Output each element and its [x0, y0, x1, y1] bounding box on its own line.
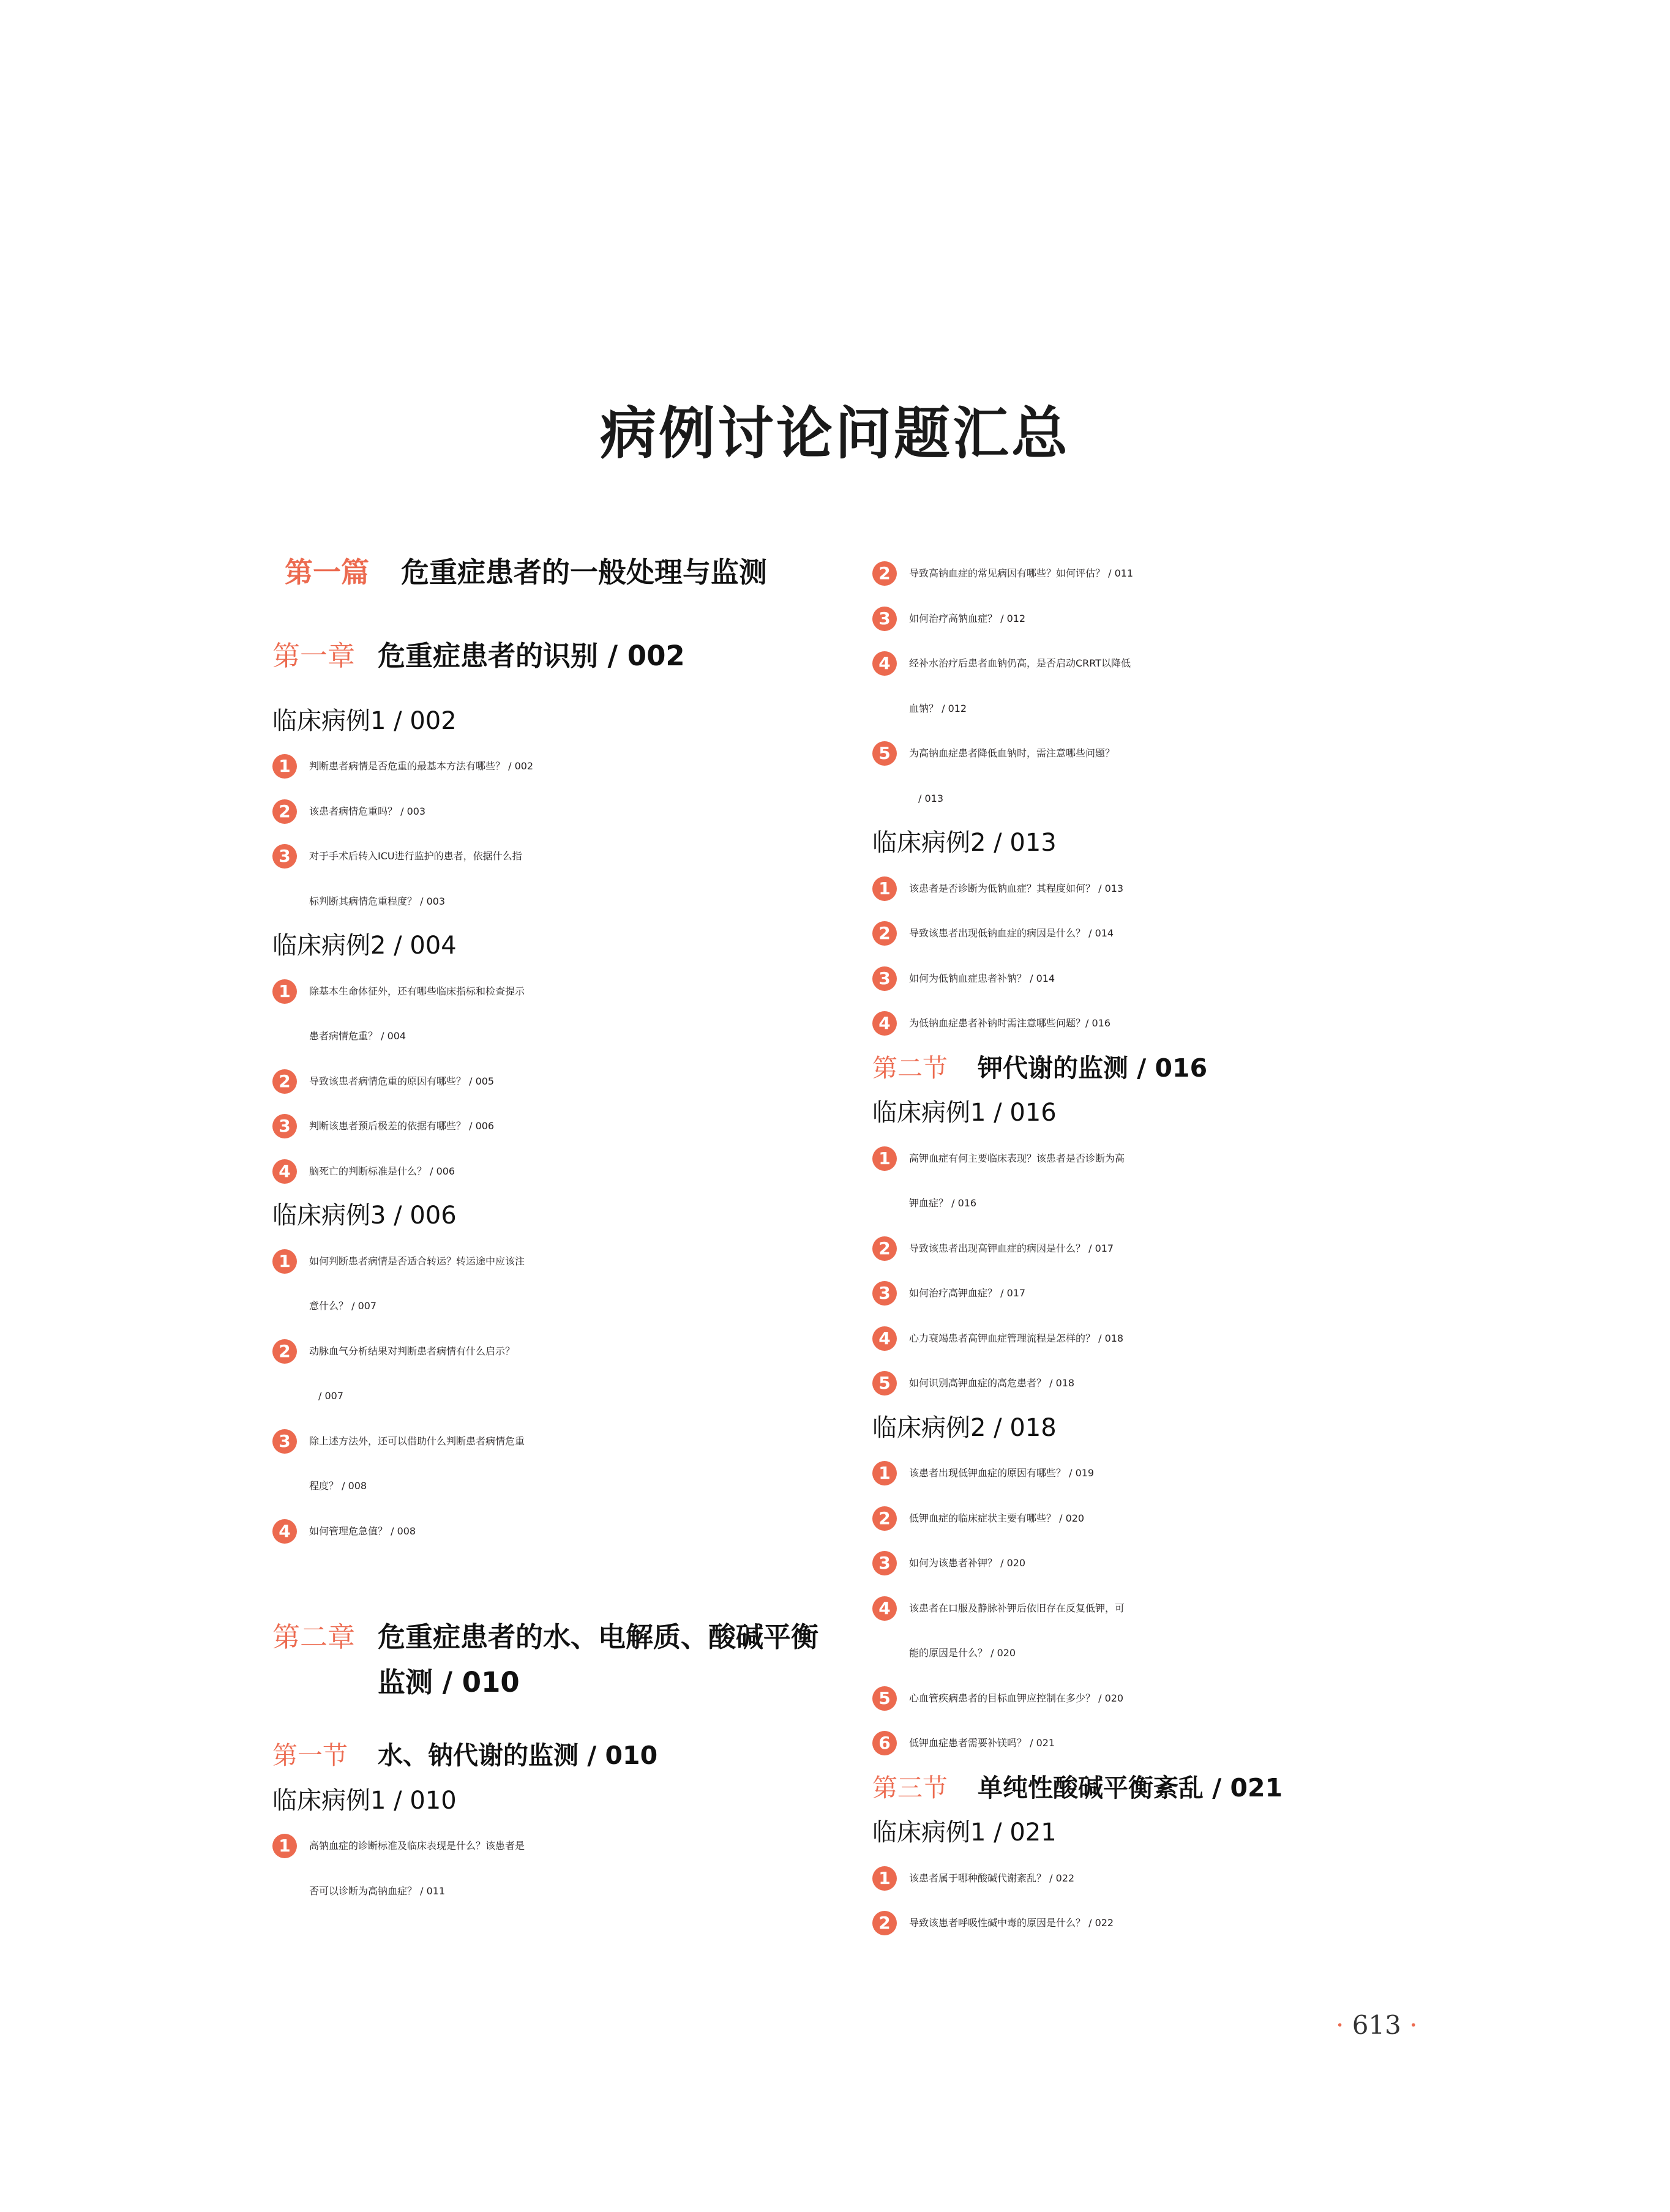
question-item: 3 判断该患者预后极差的依据有哪些？ / 006: [272, 1104, 823, 1149]
question-item: 2 导致该患者出现低钠血症的病因是什么？ / 014: [872, 911, 1423, 956]
number-badge: 4: [272, 1519, 297, 1544]
page-title: 病例讨论问题汇总: [599, 400, 1070, 466]
toc-left-column: [272, 539, 823, 1913]
number-badge: 1: [872, 1866, 897, 1891]
number-badge: 1: [872, 876, 897, 901]
case-title: 临床病例2 / 018: [872, 1413, 1057, 1442]
question-item: 4 经补水治疗后患者血钠仍高，是否启动CRRT以降低 血钠？ / 012: [872, 641, 1423, 731]
question-item: 5 为高钠血症患者降低血钠时，需注意哪些问题？ / 013: [872, 731, 1423, 821]
case-title: 临床病例1 / 010: [272, 1786, 457, 1815]
bullet-dot-icon: ·: [1336, 2010, 1352, 2040]
question-item: 4 为低钠血症患者补钠时需注意哪些问题？/ 016: [872, 1001, 1423, 1046]
number-badge: 4: [872, 1326, 897, 1351]
question-item: 1 该患者出现低钾血症的原因有哪些？ / 019: [872, 1451, 1423, 1496]
number-badge: 6: [872, 1731, 897, 1755]
number-badge: 1: [272, 1249, 297, 1274]
question-item: 2 导致该患者呼吸性碱中毒的原因是什么？ / 022: [872, 1900, 1423, 1946]
section-heading: [872, 1766, 1423, 1811]
number-badge: 1: [872, 1146, 897, 1171]
number-badge: 1: [872, 1461, 897, 1485]
case-title: 临床病例2 / 004: [272, 932, 457, 960]
number-badge: 2: [272, 1069, 297, 1094]
question-item: 3 对于手术后转入ICU进行监护的患者，依据什么指 标判断其病情危重程度？ / 003: [272, 834, 823, 924]
case-title: 临床病例1 / 002: [272, 706, 457, 735]
section-label: 第二节: [872, 1053, 948, 1083]
question-item: 2 该患者病情危重吗？ / 003: [272, 789, 823, 834]
question-item: 3 如何治疗高钾血症？ / 017: [872, 1271, 1423, 1316]
question-item: 1 高钠血症的诊断标准及临床表现是什么？该患者是 否可以诊断为高钠血症？ / 011: [272, 1823, 823, 1913]
number-badge: 5: [872, 1371, 897, 1396]
question-item: 3 如何治疗高钠血症？ / 012: [872, 596, 1423, 641]
section-title: 钾代谢的监测 / 016: [978, 1053, 1208, 1083]
section-title: 单纯性酸碱平衡紊乱 / 021: [978, 1773, 1283, 1803]
question-item: 4 心力衰竭患者高钾血症管理流程是怎样的？ / 018: [872, 1316, 1423, 1361]
number-badge: 3: [272, 844, 297, 869]
question-item: 2 导致该患者病情危重的原因有哪些？ / 005: [272, 1059, 823, 1104]
question-item: 1 高钾血症有何主要临床表现？该患者是否诊断为高 钾血症？ / 016: [872, 1136, 1423, 1226]
question-item: 1 该患者属于哪种酸碱代谢紊乱？ / 022: [872, 1856, 1423, 1901]
number-badge: 2: [872, 1506, 897, 1531]
chapter-heading: 第二章 危重症患者的水、电解质、酸碱平衡 监测 / 010: [272, 1615, 823, 1705]
number-badge: 3: [872, 966, 897, 991]
chapter-label: 第二章: [272, 1621, 356, 1653]
number-badge: 3: [272, 1429, 297, 1454]
question-item: 3 除上述方法外，还可以借助什么判断患者病情危重 程度？ / 008: [272, 1419, 823, 1509]
section-heading: [872, 1046, 1423, 1091]
case-title: 临床病例1 / 016: [872, 1099, 1057, 1127]
chapter-label: 第一章: [272, 640, 356, 672]
number-badge: 4: [872, 1596, 897, 1621]
number-badge: 3: [872, 607, 897, 631]
question-item: 3 如何为该患者补钾？ / 020: [872, 1541, 1423, 1586]
part-title: 危重症患者的一般处理与监测: [401, 556, 767, 589]
number-badge: 4: [872, 651, 897, 676]
page-number: · 613 ·: [1336, 2010, 1418, 2040]
number-badge: 2: [872, 1236, 897, 1261]
number-badge: 3: [872, 1551, 897, 1575]
question-item: 2 动脉血气分析结果对判断患者病情有什么启示？ / 007: [272, 1329, 823, 1419]
case-title: 临床病例3 / 006: [272, 1201, 457, 1230]
number-badge: 1: [272, 979, 297, 1004]
chapter-title: 危重症患者的水、电解质、酸碱平衡: [378, 1621, 819, 1653]
question-item: 5 如何识别高钾血症的高危患者？ / 018: [872, 1361, 1423, 1406]
section-label: 第三节: [872, 1773, 948, 1803]
number-badge: 1: [272, 754, 297, 779]
number-badge: 2: [272, 1339, 297, 1364]
section-title: 水、钠代谢的监测 / 010: [378, 1741, 658, 1770]
number-badge: 3: [272, 1114, 297, 1138]
number-badge: 3: [872, 1281, 897, 1306]
number-badge: 5: [872, 1686, 897, 1711]
number-badge: 4: [272, 1159, 297, 1184]
bullet-dot-icon: ·: [1401, 2010, 1418, 2040]
number-badge: 2: [872, 921, 897, 946]
question-item: 4 该患者在口服及静脉补钾后依旧存在反复低钾，可 能的原因是什么？ / 020: [872, 1586, 1423, 1676]
number-badge: 2: [872, 561, 897, 586]
number-badge: 2: [272, 799, 297, 824]
chapter-title: 危重症患者的识别 / 002: [378, 640, 685, 672]
chapter-heading: [272, 633, 823, 679]
question-item: 2 低钾血症的临床症状主要有哪些？ / 020: [872, 1496, 1423, 1541]
question-item: 2 导致高钠血症的常见病因有哪些？如何评估？ / 011: [872, 551, 1423, 596]
number-badge: 1: [272, 1834, 297, 1858]
question-item: 1 该患者是否诊断为低钠血症？其程度如何？ / 013: [872, 866, 1423, 911]
question-item: 1 如何判断患者病情是否适合转运？转运途中应该注 意什么？ / 007: [272, 1239, 823, 1329]
number-badge: 2: [872, 1911, 897, 1935]
part-label: 第一篇: [285, 556, 369, 589]
section-label: 第一节: [272, 1741, 348, 1770]
toc-right-column: [872, 551, 1423, 1946]
case-title: 临床病例1 / 021: [872, 1818, 1057, 1847]
number-badge: 5: [872, 741, 897, 766]
question-item: 2 导致该患者出现高钾血症的病因是什么？ / 017: [872, 1226, 1423, 1271]
question-item: 1 判断患者病情是否危重的最基本方法有哪些？ / 002: [272, 744, 823, 789]
question-item: 1 除基本生命体征外，还有哪些临床指标和检查提示 患者病情危重？ / 004: [272, 969, 823, 1059]
number-badge: 4: [872, 1011, 897, 1036]
case-title: 临床病例2 / 013: [872, 829, 1057, 857]
question-item: 5 心血管疾病患者的目标血钾应控制在多少？ / 020: [872, 1676, 1423, 1721]
question-item: 6 低钾血症患者需要补镁吗？ / 021: [872, 1721, 1423, 1766]
question-item: 3 如何为低钠血症患者补钠？ / 014: [872, 956, 1423, 1001]
question-item: 4 脑死亡的判断标准是什么？ / 006: [272, 1149, 823, 1194]
section-heading: [272, 1733, 823, 1779]
part-heading: [272, 539, 823, 606]
question-item: 4 如何管理危急值？ / 008: [272, 1509, 823, 1554]
